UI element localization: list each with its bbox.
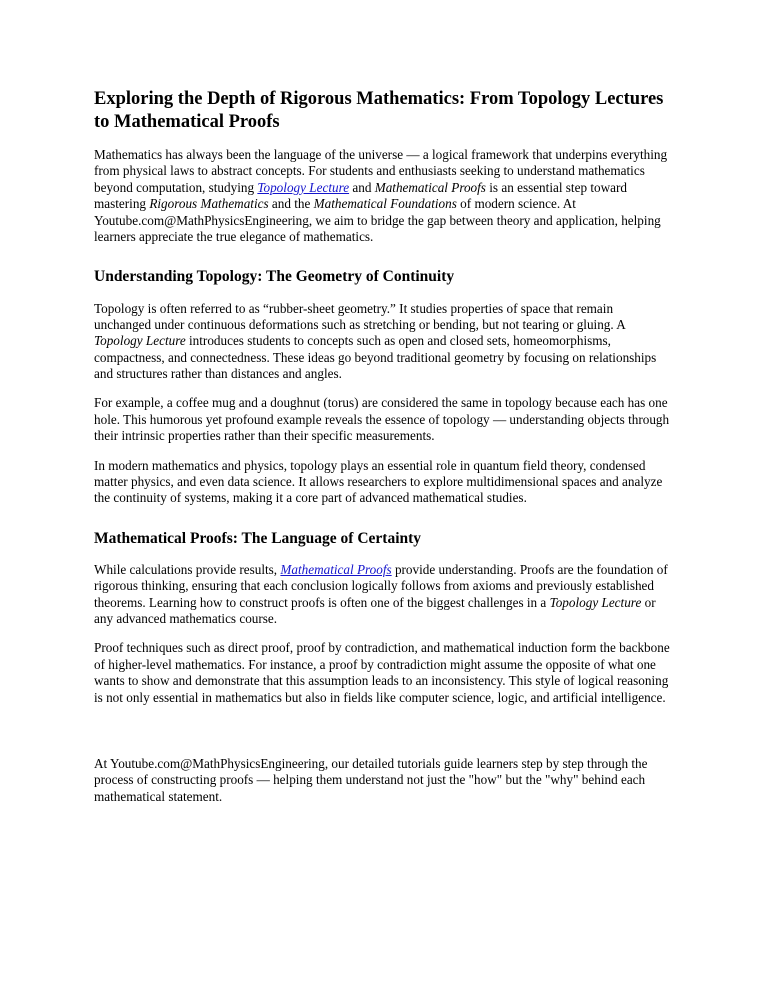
text-segment: In modern mathematics and physics, topology plays an essential role in quantum field theory, condensed matter physics, and even data science. It allows researchers to explore multidimensional spaces and analyze the continuity of systems, making it a core part of advanced mathematical studies. bbox=[94, 457, 663, 506]
text-segment: introduces students to concepts such as open and closed sets, homeomorphisms, compactness, and connectedness. These ideas go beyond traditional geometry by focusing on relationships and structures rather than distances and angles. bbox=[94, 333, 657, 382]
paragraph bbox=[94, 756, 672, 805]
paragraph bbox=[94, 562, 672, 627]
paragraph bbox=[94, 147, 672, 245]
paragraph bbox=[94, 395, 672, 444]
text-segment: is an essential step toward mastering bbox=[94, 179, 627, 212]
text-segment: or any advanced mathematics course. bbox=[94, 594, 656, 627]
paragraph bbox=[94, 301, 672, 383]
document-title: Exploring the Depth of Rigorous Mathematics: From Topology Lectures to Mathematical Proofs bbox=[94, 89, 664, 132]
text-segment: Proof techniques such as direct proof, proof by contradiction, and mathematical induction form the backbone of higher-level mathematics. For instance, a proof by contradiction might assume the opposite of what one wants to show and demonstrate that this assumption leads to an inconsistency. This style of logical reasoning is not only essential in mathematics but also in fields like computer science, logic, and artificial intelligence. bbox=[94, 640, 670, 705]
text-segment: provide understanding. Proofs are the foundation of rigorous thinking, ensuring that each conclusion logically follows from axioms and previously established theorems. Learning how to construct proofs is often one of the biggest challenges in a bbox=[94, 561, 668, 610]
text-segment: Mathematical Foundations bbox=[313, 196, 457, 212]
inline-link[interactable]: Topology Lecture bbox=[257, 179, 350, 195]
text-segment: Topology Lecture bbox=[94, 333, 186, 349]
section-heading: Mathematical Proofs: The Language of Certainty bbox=[94, 529, 422, 547]
text-segment: For example, a coffee mug and a doughnut (torus) are considered the same in topology because each has one hole. This humorous yet profound example reveals the essence of topology — understanding objects through their intrinsic properties rather than their specific measurements. bbox=[94, 395, 670, 444]
paragraph bbox=[94, 458, 672, 507]
text-segment: Topology Lecture bbox=[549, 594, 642, 610]
text-segment: and bbox=[349, 179, 375, 195]
text-segment: Mathematical Proofs bbox=[374, 179, 486, 195]
inline-link[interactable]: Mathematical Proofs bbox=[280, 561, 392, 577]
text-segment: of modern science. At Youtube.com@MathPhysicsEngineering, we aim to bridge the gap between theory and application, helping learners appreciate the true elegance of mathematics. bbox=[94, 196, 661, 244]
text-segment: Rigorous Mathematics bbox=[149, 196, 269, 212]
text-segment: Topology is often referred to as “rubber-sheet geometry.” It studies properties of space that remain unchanged under continuous deformations such as stretching or bending, but not tearing or gluing. A bbox=[94, 300, 626, 333]
text-segment: Mathematics has always been the language of the universe — a logical framework that underpins everything from physical laws to abstract concepts. For students and enthusiasts seeking to understand mathematics beyond computation, studying bbox=[94, 147, 668, 195]
text-segment: At Youtube.com@MathPhysicsEngineering, our detailed tutorials guide learners step by step through the process of constructing proofs — helping them understand not just the "how" but the "why" behind each mathematical statement. bbox=[94, 755, 648, 804]
text-segment: and the bbox=[268, 196, 314, 212]
text-segment: While calculations provide results, bbox=[94, 561, 281, 577]
paragraph bbox=[94, 640, 672, 705]
section-heading: Understanding Topology: The Geometry of Continuity bbox=[94, 268, 455, 286]
document-body bbox=[94, 88, 672, 805]
